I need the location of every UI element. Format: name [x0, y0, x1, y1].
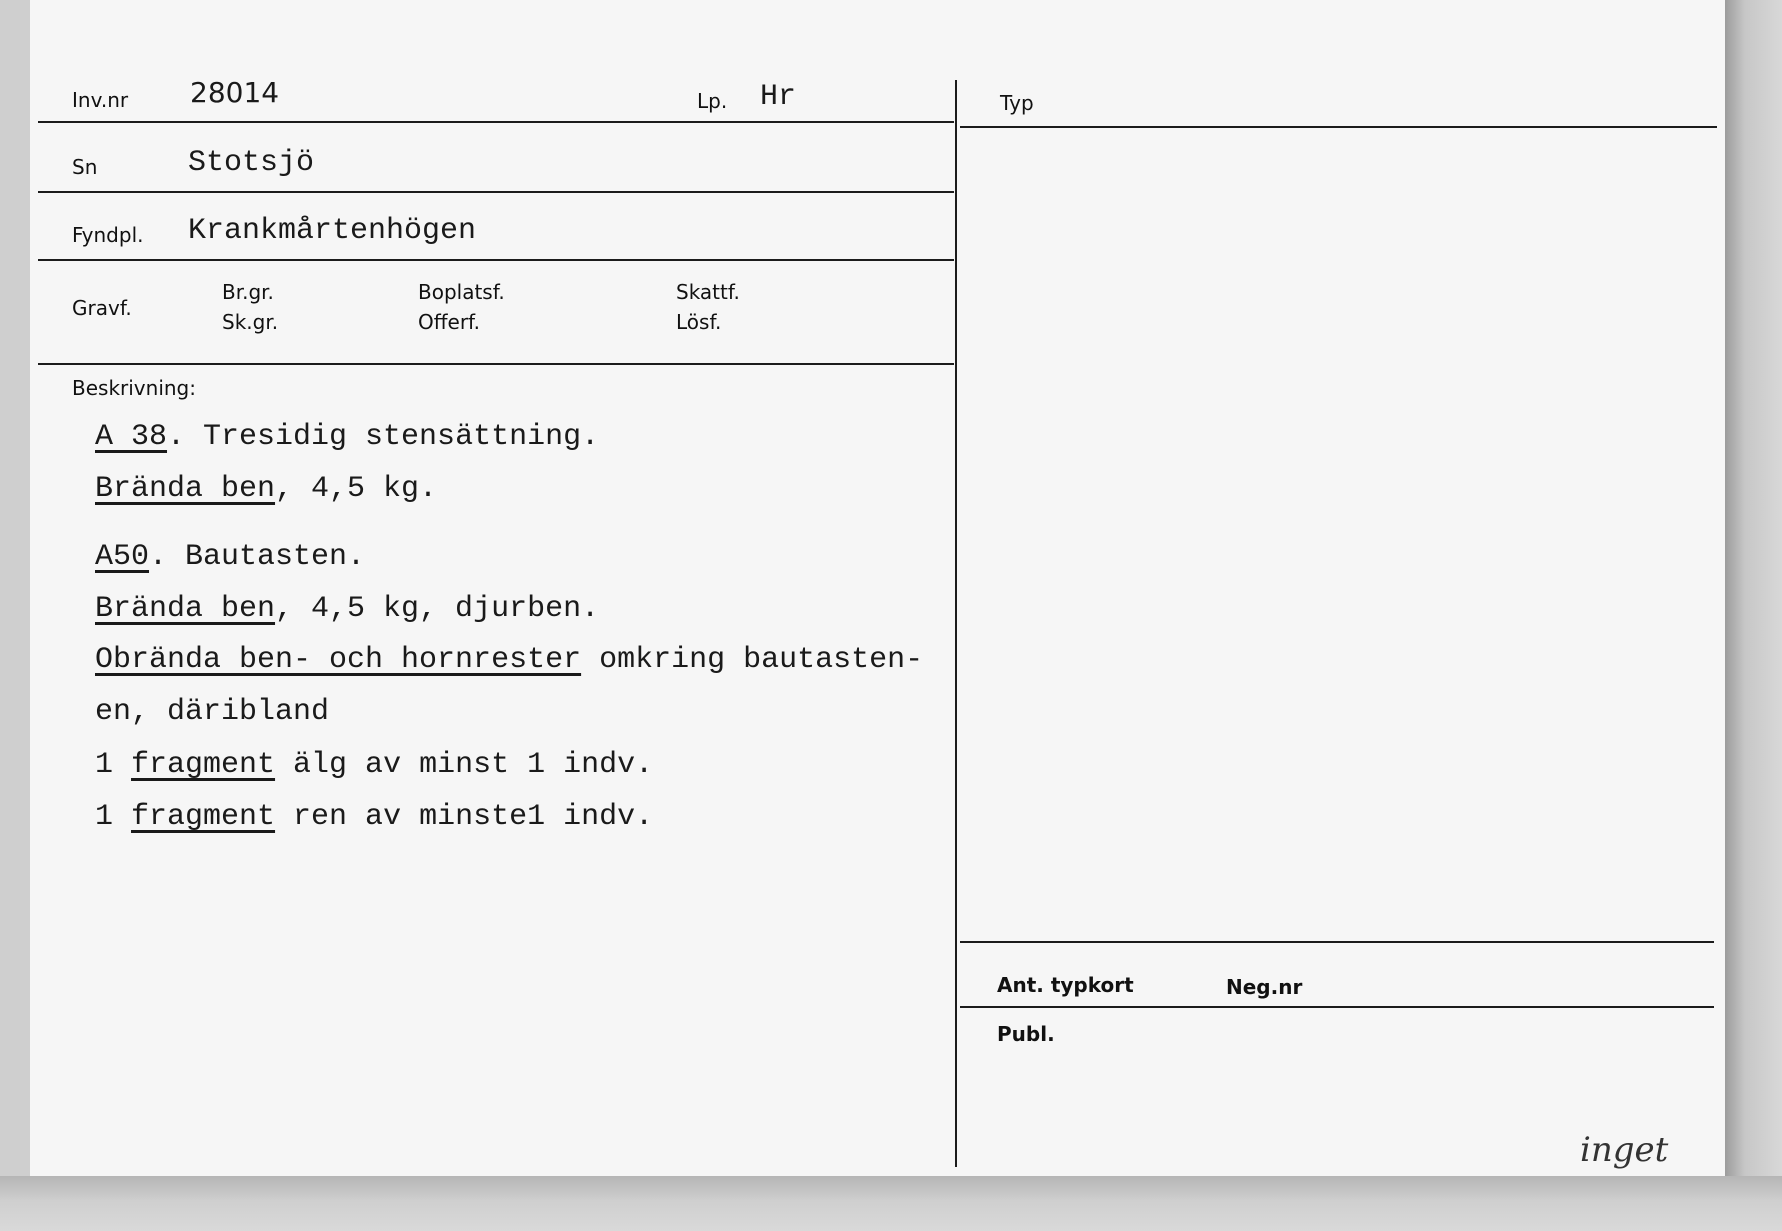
inv-nr-value: 28014 — [190, 76, 280, 109]
underlined-text: A 38 — [95, 420, 168, 454]
text: . Tresidig stensättning. — [167, 420, 600, 454]
underlined-text: A50 — [95, 540, 150, 574]
underlined-text: Brända ben — [95, 592, 276, 626]
text: en, däribland — [95, 695, 330, 729]
gravf-option-br-gr: Br.gr. — [222, 280, 274, 304]
divider — [38, 259, 954, 261]
gravf-option-skattf: Skattf. — [676, 280, 740, 304]
description-line — [95, 748, 653, 782]
neg-nr-label: Neg.nr — [1226, 975, 1303, 999]
description-line — [95, 592, 599, 626]
divider — [38, 121, 954, 123]
divider — [960, 126, 1717, 128]
card-shadow-right — [1725, 0, 1782, 1231]
gravf-label: Gravf. — [72, 296, 132, 320]
text: älg av minst 1 indv. — [275, 748, 654, 782]
text: ren av minste1 indv. — [275, 800, 654, 834]
divider — [38, 363, 954, 365]
beskrivning-label: Beskrivning: — [72, 376, 196, 400]
underlined-text: fragment — [131, 748, 276, 782]
text: 1 — [95, 800, 132, 834]
divider — [960, 1006, 1714, 1008]
gravf-option-losf: Lösf. — [676, 310, 722, 334]
fyndpl-value: Krankmårtenhögen — [188, 214, 477, 248]
description-line — [95, 540, 365, 574]
text: 1 — [95, 748, 132, 782]
text: . Bautasten. — [149, 540, 366, 574]
gravf-option-sk-gr: Sk.gr. — [222, 310, 279, 334]
description-line — [95, 800, 653, 834]
typ-label: Typ — [1000, 91, 1034, 115]
fyndpl-label: Fyndpl. — [72, 223, 144, 247]
handwritten-note: inget — [1580, 1130, 1669, 1170]
lp-value: Hr — [760, 80, 797, 114]
text: omkring bautasten- — [581, 643, 924, 677]
underlined-text: Brända ben — [95, 472, 276, 506]
text: , 4,5 kg. — [275, 472, 438, 506]
description-line — [95, 643, 923, 677]
gravf-option-boplatsf: Boplatsf. — [418, 280, 505, 304]
description-line — [95, 420, 599, 454]
lp-label: Lp. — [697, 89, 728, 113]
card-shadow-bottom — [0, 1176, 1782, 1231]
inv-nr-label: Inv.nr — [72, 88, 129, 112]
gravf-option-offerf: Offerf. — [418, 310, 480, 334]
text: , 4,5 kg, djurben. — [275, 592, 600, 626]
divider — [38, 191, 954, 193]
publ-label: Publ. — [997, 1022, 1055, 1046]
underlined-text: Obrända ben- och hornrester — [95, 643, 582, 677]
description-line — [95, 472, 437, 506]
sn-label: Sn — [72, 155, 98, 179]
ant-typkort-label: Ant. typkort — [997, 973, 1134, 997]
description-line — [95, 695, 329, 729]
column-divider — [955, 80, 957, 1167]
sn-value: Stotsjö — [188, 146, 315, 180]
divider — [960, 941, 1714, 943]
underlined-text: fragment — [131, 800, 276, 834]
